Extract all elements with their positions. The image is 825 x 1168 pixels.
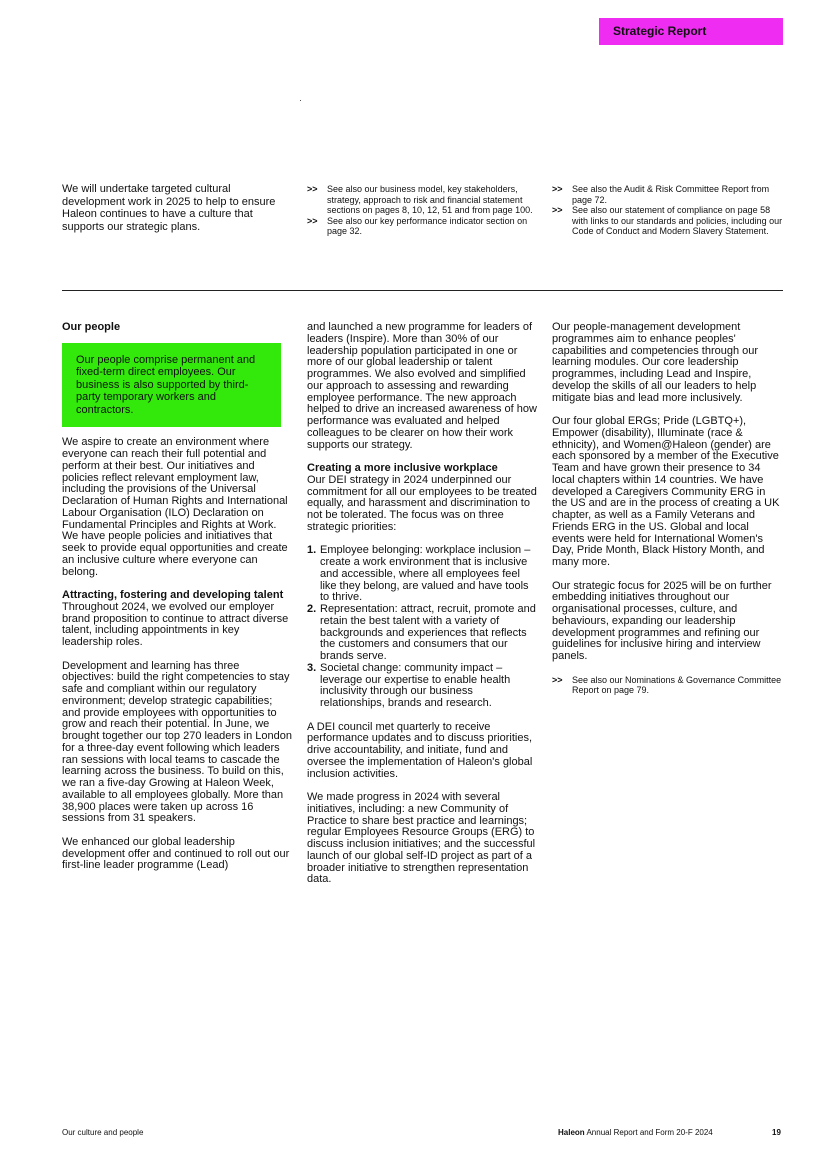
double-chevron-icon: >> [552, 674, 563, 685]
section-tab-strategic-report: Strategic Report [599, 18, 783, 45]
attracting-paragraph-1: Throughout 2024, we evolved our employer brand proposition to continue to attract diverse talent, including appointments in key leadership roles. [62, 600, 289, 648]
development-programmes-paragraph: Our people-management development programmes aim to enhance peoples' capabilities and competencies through our learning modules. Our core leadership programmes, including Lead and Inspire, develop the skills of all our leaders to help mitigate bias and lead more inclusively. [552, 321, 759, 404]
double-chevron-icon: >> [552, 205, 563, 215]
double-chevron-icon: >> [307, 215, 318, 226]
nominations-cross-reference-link[interactable]: >> See also our Nominations & Governance Committee Report on page 79. [552, 674, 782, 695]
section-divider [62, 290, 783, 291]
cross-reference-link[interactable]: >> See also our key performance indicator section on page 32. [307, 215, 528, 236]
footer-report-title: Haleon Annual Report and Form 20-F 2024 [558, 1128, 713, 1137]
strategic-priorities-list [307, 545, 538, 710]
column-1 [62, 322, 293, 884]
double-chevron-icon: >> [307, 184, 318, 194]
page-number: 19 [772, 1128, 781, 1137]
cross-reference-link[interactable]: >> See also the Audit & Risk Committee Report from page 72. [552, 184, 770, 205]
leadership-paragraph: and launched a new programme for leaders of leaders (Inspire). More than 30% of our leadership population participated in one or more of our global leadership or talent programmes. We also evolved and simplified our approach to assessing and rewarding employee performance. The new approach helped to drive an increased awareness of how performance was evaluated and helped colleagues to be clearer on how their work supports our strategy. [307, 321, 537, 451]
footer-brand: Haleon [558, 1128, 585, 1137]
dei-council-paragraph: A DEI council met quarterly to receive performance updates and to discuss priorities, drive accountability, and initiate, fund and oversee the implementation of Haleon's global inclusion activities. [307, 720, 533, 780]
footer-section-label: Our culture and people [62, 1128, 144, 1137]
cross-reference-link[interactable]: >> See also our statement of compliance on page 58 with links to our standards and policies, including our Code of Conduct and Modern Slavery Statement. [552, 205, 783, 236]
list-item: 1. Employee belonging: workplace inclusion – create a work environment that is inclusive and accessible, where all employees feel like they belong, are valued and have tools to thrive. [307, 544, 531, 604]
strategic-focus-paragraph: Our strategic focus for 2025 will be on further embedding initiatives throughout our organisational processes, culture, and behaviours, expanding our leadership development programmes and refining our guidelines for inclusive hiring and interview panels. [552, 579, 772, 662]
list-item: 2. Representation: attract, recruit, promote and retain the best talent with a variety of backgrounds and experiences that reflects the customers and consumers that our brands serve. [307, 603, 536, 662]
our-people-intro: We aspire to create an environment where everyone can reach their full potential and perform at their best. Our initiatives and policies reflect relevant employment law, including the provisions of the Universal Declaration of Human Rights and International Labour Organisation (ILO) Declaration on Fundamental Principles and Rights at Work. We have people policies and initiatives that seek to provide equal opportunities and create an inclusive culture where everyone can belong. [62, 436, 288, 578]
attracting-talent-heading: Attracting, fostering and developing talent [62, 589, 284, 601]
list-item: 3. Societal change: community impact – leverage our expertise to enable health inclusivity through our business relationships, brands and research. [307, 661, 511, 709]
highlight-box: Our people comprise permanent and fixed-term direct employees. Our business is also supported by third-party temporary workers and contractors. [62, 343, 281, 428]
double-chevron-icon: >> [552, 184, 563, 194]
dei-strategy-paragraph: Our DEI strategy in 2024 underpinned our commitment for all our employees to be treated equally, and harassment and discrimination to not be tolerated. The focus was on three strategic priorities: [307, 473, 537, 533]
culture-intro-text: We will undertake targeted cultural development work in 2025 to help to ensure Haleon continues to have a culture that supports our strategic plans. [62, 183, 276, 233]
cross-reference-list-1 [307, 184, 537, 237]
progress-paragraph: We made progress in 2024 with several initiatives, including: a new Community of Practice to share best practice and learnings; regular Employees Resource Groups (ERG) to discuss inclusion initiatives; and the successful launch of our global self-ID project as part of a broader initiative to strengthen representation data. [307, 791, 536, 886]
cross-reference-link[interactable]: >> See also our business model, key stakeholders, strategy, approach to risk and financial statement sections on pages 8, 10, 12, 51 and from page 100. [307, 184, 533, 215]
our-people-heading: Our people [62, 321, 121, 333]
inclusive-workplace-heading: Creating a more inclusive workplace [307, 462, 498, 474]
cross-reference-list-2 [552, 184, 784, 237]
column-3 [552, 322, 783, 707]
column-2 [307, 322, 538, 898]
attracting-paragraph-2: Development and learning has three objectives: build the right competencies to stay safe and compliant within our regulatory environment; develop strategic capabilities; and provide employees with opportunities to grow and reach their potential. In June, we brought together our top 270 leaders in London for a three-day event following which leaders ran sessions with local teams to cascade the learning across the business. To build on this, we ran a five-day Growing at Haleon Week, available to all employees globally. More than 38,900 places were taken up across 16 sessions from 31 speakers. [62, 659, 292, 825]
ergs-paragraph: Our four global ERGs; Pride (LGBTQ+), Empower (disability), Illuminate (race & ethnicity), and Women@Haleon (gender) are each sponsored by a member of the Executive Team and have grown their presence to 34 local chapters within 14 countries. We have developed a Caregivers Community ERG in the US and are in the process of creating a UK chapter, as well as a Family Veterans and Friends ERG in the US. Global and local events were held for International Women's Day, Pride Month, Black History Month, and many more. [552, 415, 780, 568]
attracting-paragraph-3: We enhanced our global leadership development offer and continued to roll out our first-line leader programme (Lead) [62, 835, 290, 872]
stray-dot [300, 100, 301, 101]
